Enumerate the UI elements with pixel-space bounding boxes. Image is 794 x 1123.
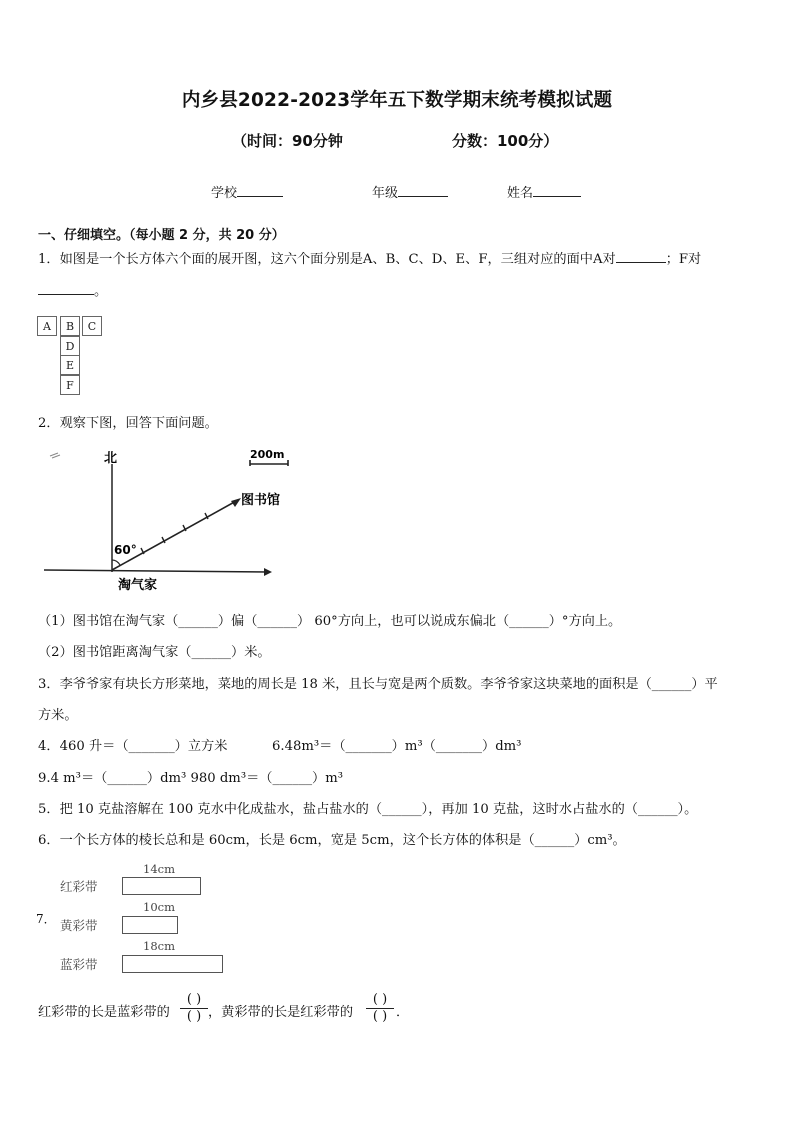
question-7-number: 7． (36, 912, 56, 926)
net-cell-c: C (82, 316, 102, 336)
q1-blank-b[interactable] (38, 282, 94, 295)
blue-ribbon-bar (122, 955, 223, 973)
library-ray (112, 500, 238, 570)
question-2: 2．观察下图，回答下面问题。 (38, 416, 218, 431)
east-axis (44, 570, 270, 572)
question-7-text-a: 红彩带的长是蓝彩带的 (38, 1005, 170, 1020)
question-1-cont (38, 282, 107, 301)
fraction-numerator[interactable]: ( ) (186, 992, 202, 1007)
question-7-text-c: ． (396, 1005, 410, 1020)
question-3: 3．李爷爷家有块长方形菜地，菜地的周长是 18 米，且长与宽是两个质数。李爷爷家这块菜地的面积是（______）平 (38, 677, 718, 692)
library-label: 图书馆 (241, 493, 281, 508)
q1-blank-a[interactable] (616, 250, 666, 263)
net-cell-a: A (37, 316, 57, 336)
stray-mark (50, 453, 60, 458)
question-7-text-b: ，黄彩带的长是红彩带的 (208, 1005, 354, 1020)
east-arrow-icon (264, 568, 272, 576)
question-2-part-1: （1）图书馆在淘气家（______）偏（______） 60°方向上，也可以说成东偏北（______）°方向上。 (38, 614, 622, 629)
fraction-denominator[interactable]: ( ) (372, 1009, 388, 1024)
page-title: 内乡县2022-2023学年五下数学期末统考模拟试题 (181, 90, 613, 111)
fraction-denominator[interactable]: ( ) (186, 1009, 202, 1024)
question-6: 6．一个长方体的棱长总和是 60cm，长是 6cm，宽是 5cm，这个长方体的体积是（______）cm³。 (38, 833, 626, 848)
name-field[interactable] (507, 182, 581, 201)
q1-text: 1．如图是一个长方体六个面的展开图，这六个面分别是A、B、C、D、E、F，三组对应的面中A对 (38, 252, 616, 267)
bar-length-yellow: 10cm (143, 900, 175, 914)
name-blank[interactable] (533, 184, 581, 197)
fraction-numerator[interactable]: ( ) (372, 992, 388, 1007)
question-3-cont: 方米。 (38, 708, 78, 723)
question-2-part-2: （2）图书馆距离淘气家（______）米。 (38, 645, 271, 660)
grade-blank[interactable] (398, 184, 448, 197)
question-4-c: 9.4 m³＝（______）dm³ 980 dm³＝（______）m³ (38, 771, 344, 786)
grade-label: 年级 (372, 186, 399, 201)
net-cell-e: E (60, 355, 80, 375)
school-field[interactable] (211, 182, 283, 201)
bar-label-red: 红彩带 (60, 879, 98, 894)
score-label: 分数：100分） (452, 132, 559, 150)
name-label: 姓名 (507, 186, 534, 201)
fraction-answer-1[interactable] (180, 993, 208, 1024)
question-4-b: 6.48m³＝（_______）m³（_______）dm³ (272, 739, 522, 754)
net-cell-b: B (60, 316, 80, 336)
grade-field[interactable] (372, 182, 448, 201)
question-4-a: 4．460 升＝（_______）立方米 (38, 739, 228, 754)
section-heading: 一、仔细填空。（每小题 2 分，共 20 分） (38, 228, 285, 243)
angle-arc (112, 560, 120, 565)
school-blank[interactable] (237, 184, 283, 197)
north-label: 北 (104, 451, 118, 466)
direction-diagram (38, 444, 308, 594)
red-ribbon-bar (122, 877, 201, 895)
bar-length-red: 14cm (143, 862, 175, 876)
time-label: （时间：90分钟 (232, 132, 343, 150)
ray-arrow-icon (231, 498, 241, 507)
yellow-ribbon-bar (122, 916, 178, 934)
q1-mid: ；F对 (665, 252, 702, 267)
net-cell-d: D (60, 336, 80, 356)
home-label: 淘气家 (118, 578, 158, 593)
bar-label-blue: 蓝彩带 (60, 957, 98, 972)
bar-length-blue: 18cm (143, 939, 175, 953)
fraction-answer-2[interactable] (366, 993, 394, 1024)
bar-label-yellow: 黄彩带 (60, 918, 98, 933)
question-1 (38, 250, 701, 269)
net-cell-f: F (60, 375, 80, 395)
angle-label: 60° (114, 543, 137, 557)
question-5: 5．把 10 克盐溶解在 100 克水中化成盐水，盐占盐水的（______），再加 10 克盐，这时水占盐水的（______）。 (38, 802, 698, 817)
scale-label: 200m (250, 448, 285, 461)
q1-end: 。 (94, 284, 108, 299)
school-label: 学校 (211, 186, 238, 201)
